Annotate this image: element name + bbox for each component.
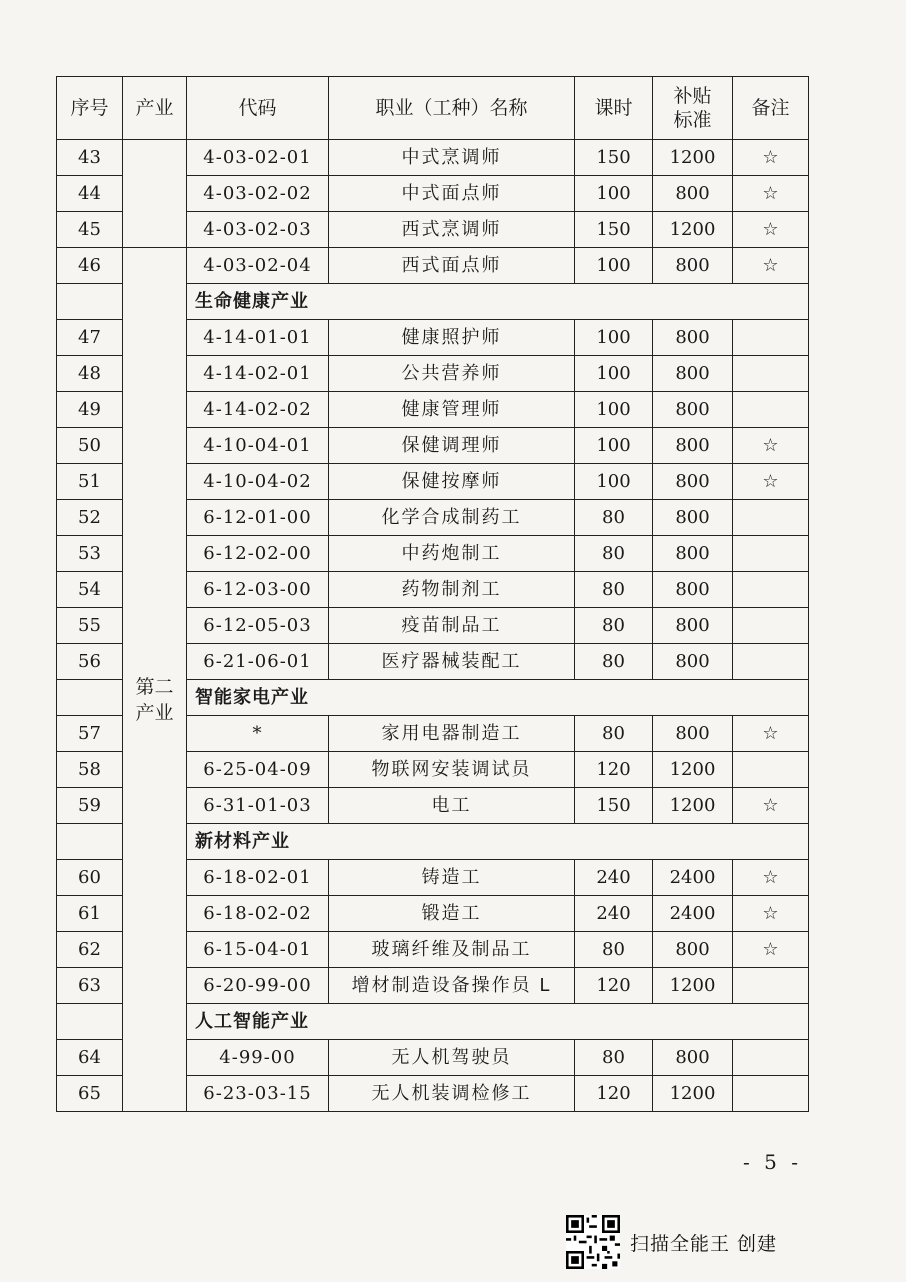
seq-cell: 48: [57, 356, 123, 392]
subsidy-cell: 800: [653, 176, 733, 212]
hours-cell: 80: [575, 572, 653, 608]
occupation-name-cell: 电工: [329, 788, 575, 824]
subsidy-cell: 800: [653, 1040, 733, 1076]
scanner-text: 扫描全能王 创建: [630, 1232, 778, 1255]
code-cell: 4-10-04-02: [187, 464, 329, 500]
table-row: [57, 248, 809, 284]
occupation-name-cell: 疫苗制品工: [329, 608, 575, 644]
hours-cell: 120: [575, 968, 653, 1004]
code-cell: 6-25-04-09: [187, 752, 329, 788]
seq-cell: 46: [57, 248, 123, 284]
code-cell: 6-23-03-15: [187, 1076, 329, 1112]
seq-cell: 61: [57, 896, 123, 932]
occupation-name-cell: 健康照护师: [329, 320, 575, 356]
hours-cell: 80: [575, 644, 653, 680]
remark-cell: ☆: [733, 248, 809, 284]
occupation-name-cell: 保健调理师: [329, 428, 575, 464]
hours-cell: 150: [575, 140, 653, 176]
subsidy-cell: 800: [653, 716, 733, 752]
seq-cell: 49: [57, 392, 123, 428]
remark-cell: [733, 500, 809, 536]
occupation-name-cell: 无人机驾驶员: [329, 1040, 575, 1076]
industry-cell-second: [123, 248, 187, 1112]
hours-cell: 80: [575, 932, 653, 968]
hours-cell: 150: [575, 212, 653, 248]
section-title: 新材料产业: [187, 824, 809, 860]
header-seq: 序号: [57, 77, 123, 140]
hours-cell: 100: [575, 392, 653, 428]
seq-cell: 52: [57, 500, 123, 536]
remark-cell: [733, 536, 809, 572]
subsidy-cell: 800: [653, 536, 733, 572]
seq-cell: 63: [57, 968, 123, 1004]
seq-cell: 44: [57, 176, 123, 212]
occupation-name-cell: 物联网安装调试员: [329, 752, 575, 788]
subsidy-cell: 800: [653, 392, 733, 428]
remark-cell: [733, 1076, 809, 1112]
occupation-name-cell: 玻璃纤维及制品工: [329, 932, 575, 968]
header-industry: 产业: [123, 77, 187, 140]
seq-cell: 57: [57, 716, 123, 752]
remark-cell: ☆: [733, 932, 809, 968]
seq-cell: [57, 1004, 123, 1040]
remark-cell: [733, 320, 809, 356]
hours-cell: 240: [575, 860, 653, 896]
hours-cell: 100: [575, 320, 653, 356]
remark-cell: ☆: [733, 860, 809, 896]
seq-cell: 58: [57, 752, 123, 788]
occupation-name-cell: 家用电器制造工: [329, 716, 575, 752]
header-subsidy-line1: 补贴: [673, 85, 712, 107]
seq-cell: 51: [57, 464, 123, 500]
occupation-name-cell: 医疗器械装配工: [329, 644, 575, 680]
code-cell: 4-99-00: [187, 1040, 329, 1076]
industry-cell-first: [123, 140, 187, 248]
seq-cell: 47: [57, 320, 123, 356]
industry-line2: 产业: [135, 701, 174, 724]
occupation-name-cell: 中式烹调师: [329, 140, 575, 176]
seq-cell: 65: [57, 1076, 123, 1112]
hours-cell: 100: [575, 428, 653, 464]
code-cell: 4-03-02-04: [187, 248, 329, 284]
hours-cell: 120: [575, 752, 653, 788]
remark-cell: [733, 1040, 809, 1076]
remark-cell: [733, 608, 809, 644]
table-row: [57, 140, 809, 176]
code-cell: 6-20-99-00: [187, 968, 329, 1004]
occupation-name-cell: 药物制剂工: [329, 572, 575, 608]
hours-cell: 150: [575, 788, 653, 824]
code-cell: 6-12-03-00: [187, 572, 329, 608]
hours-cell: 100: [575, 464, 653, 500]
code-cell: 6-31-01-03: [187, 788, 329, 824]
remark-cell: ☆: [733, 212, 809, 248]
occupation-name-cell: 保健按摩师: [329, 464, 575, 500]
code-cell: 6-12-05-03: [187, 608, 329, 644]
occupation-name-cell: 西式烹调师: [329, 212, 575, 248]
header-hours: 课时: [575, 77, 653, 140]
remark-cell: ☆: [733, 896, 809, 932]
subsidy-cell: 1200: [653, 1076, 733, 1112]
remark-cell: ☆: [733, 140, 809, 176]
subsidy-cell: 1200: [653, 968, 733, 1004]
section-title: 智能家电产业: [187, 680, 809, 716]
seq-cell: [57, 680, 123, 716]
subsidy-cell: 1200: [653, 788, 733, 824]
code-cell: 4-14-02-02: [187, 392, 329, 428]
scanner-watermark: [566, 1214, 777, 1270]
subsidy-cell: 2400: [653, 860, 733, 896]
occupation-name-cell: 西式面点师: [329, 248, 575, 284]
seq-cell: 43: [57, 140, 123, 176]
seq-cell: [57, 284, 123, 320]
header-code: 代码: [187, 77, 329, 140]
occupation-name-cell: 中式面点师: [329, 176, 575, 212]
hours-cell: 80: [575, 716, 653, 752]
subsidy-cell: 2400: [653, 896, 733, 932]
hours-cell: 100: [575, 248, 653, 284]
header-occupation: 职业（工种）名称: [329, 77, 575, 140]
remark-cell: ☆: [733, 428, 809, 464]
seq-cell: 62: [57, 932, 123, 968]
code-cell: 6-21-06-01: [187, 644, 329, 680]
seq-cell: 50: [57, 428, 123, 464]
hours-cell: 100: [575, 176, 653, 212]
subsidy-cell: 800: [653, 464, 733, 500]
header-subsidy-line2: 标准: [673, 109, 712, 131]
hours-cell: 80: [575, 536, 653, 572]
occupation-name-cell: 公共营养师: [329, 356, 575, 392]
code-cell: 6-18-02-01: [187, 860, 329, 896]
seq-cell: 56: [57, 644, 123, 680]
remark-cell: [733, 356, 809, 392]
remark-cell: [733, 392, 809, 428]
hours-cell: 80: [575, 1040, 653, 1076]
code-cell: 6-12-01-00: [187, 500, 329, 536]
seq-cell: [57, 824, 123, 860]
qr-code-icon: [566, 1215, 620, 1269]
subsidy-cell: 800: [653, 500, 733, 536]
section-title: 生命健康产业: [187, 284, 809, 320]
code-cell: *: [187, 716, 329, 752]
occupation-name-cell: 中药炮制工: [329, 536, 575, 572]
remark-cell: ☆: [733, 716, 809, 752]
remark-cell: [733, 644, 809, 680]
code-cell: 4-03-02-02: [187, 176, 329, 212]
page-number: - 5 -: [743, 1150, 802, 1174]
occupation-name-cell: 化学合成制药工: [329, 500, 575, 536]
subsidy-cell: 1200: [653, 752, 733, 788]
subsidy-cell: 800: [653, 320, 733, 356]
seq-cell: 53: [57, 536, 123, 572]
header-remarks: 备注: [733, 77, 809, 140]
code-cell: 4-14-02-01: [187, 356, 329, 392]
seq-cell: 55: [57, 608, 123, 644]
occupation-name-cell: 无人机装调检修工: [329, 1076, 575, 1112]
seq-cell: 64: [57, 1040, 123, 1076]
remark-cell: ☆: [733, 176, 809, 212]
subsidy-cell: 800: [653, 356, 733, 392]
hours-cell: 120: [575, 1076, 653, 1112]
subsidy-cell: 800: [653, 428, 733, 464]
hours-cell: 240: [575, 896, 653, 932]
header-subsidy: [653, 77, 733, 140]
hours-cell: 100: [575, 356, 653, 392]
remark-cell: ☆: [733, 464, 809, 500]
subsidy-cell: 800: [653, 248, 733, 284]
code-cell: 6-18-02-02: [187, 896, 329, 932]
table-header-row: [57, 77, 809, 140]
code-cell: 4-14-01-01: [187, 320, 329, 356]
seq-cell: 54: [57, 572, 123, 608]
industry-line1: 第二: [135, 675, 174, 698]
occupation-name-cell: 铸造工: [329, 860, 575, 896]
code-cell: 4-03-02-01: [187, 140, 329, 176]
occupation-name-cell: 健康管理师: [329, 392, 575, 428]
subsidy-cell: 800: [653, 572, 733, 608]
section-title: 人工智能产业: [187, 1004, 809, 1040]
hours-cell: 80: [575, 608, 653, 644]
code-cell: 6-12-02-00: [187, 536, 329, 572]
subsidy-cell: 1200: [653, 212, 733, 248]
occupation-name-cell: 增材制造设备操作员 L: [329, 968, 575, 1004]
seq-cell: 45: [57, 212, 123, 248]
hours-cell: 80: [575, 500, 653, 536]
occupation-table: [56, 76, 809, 1112]
remark-cell: [733, 572, 809, 608]
code-cell: 4-03-02-03: [187, 212, 329, 248]
seq-cell: 60: [57, 860, 123, 896]
remark-cell: [733, 752, 809, 788]
subsidy-cell: 800: [653, 644, 733, 680]
seq-cell: 59: [57, 788, 123, 824]
subsidy-cell: 1200: [653, 140, 733, 176]
code-cell: 4-10-04-01: [187, 428, 329, 464]
remark-cell: ☆: [733, 788, 809, 824]
occupation-name-cell: 锻造工: [329, 896, 575, 932]
remark-cell: [733, 968, 809, 1004]
subsidy-cell: 800: [653, 608, 733, 644]
code-cell: 6-15-04-01: [187, 932, 329, 968]
subsidy-cell: 800: [653, 932, 733, 968]
